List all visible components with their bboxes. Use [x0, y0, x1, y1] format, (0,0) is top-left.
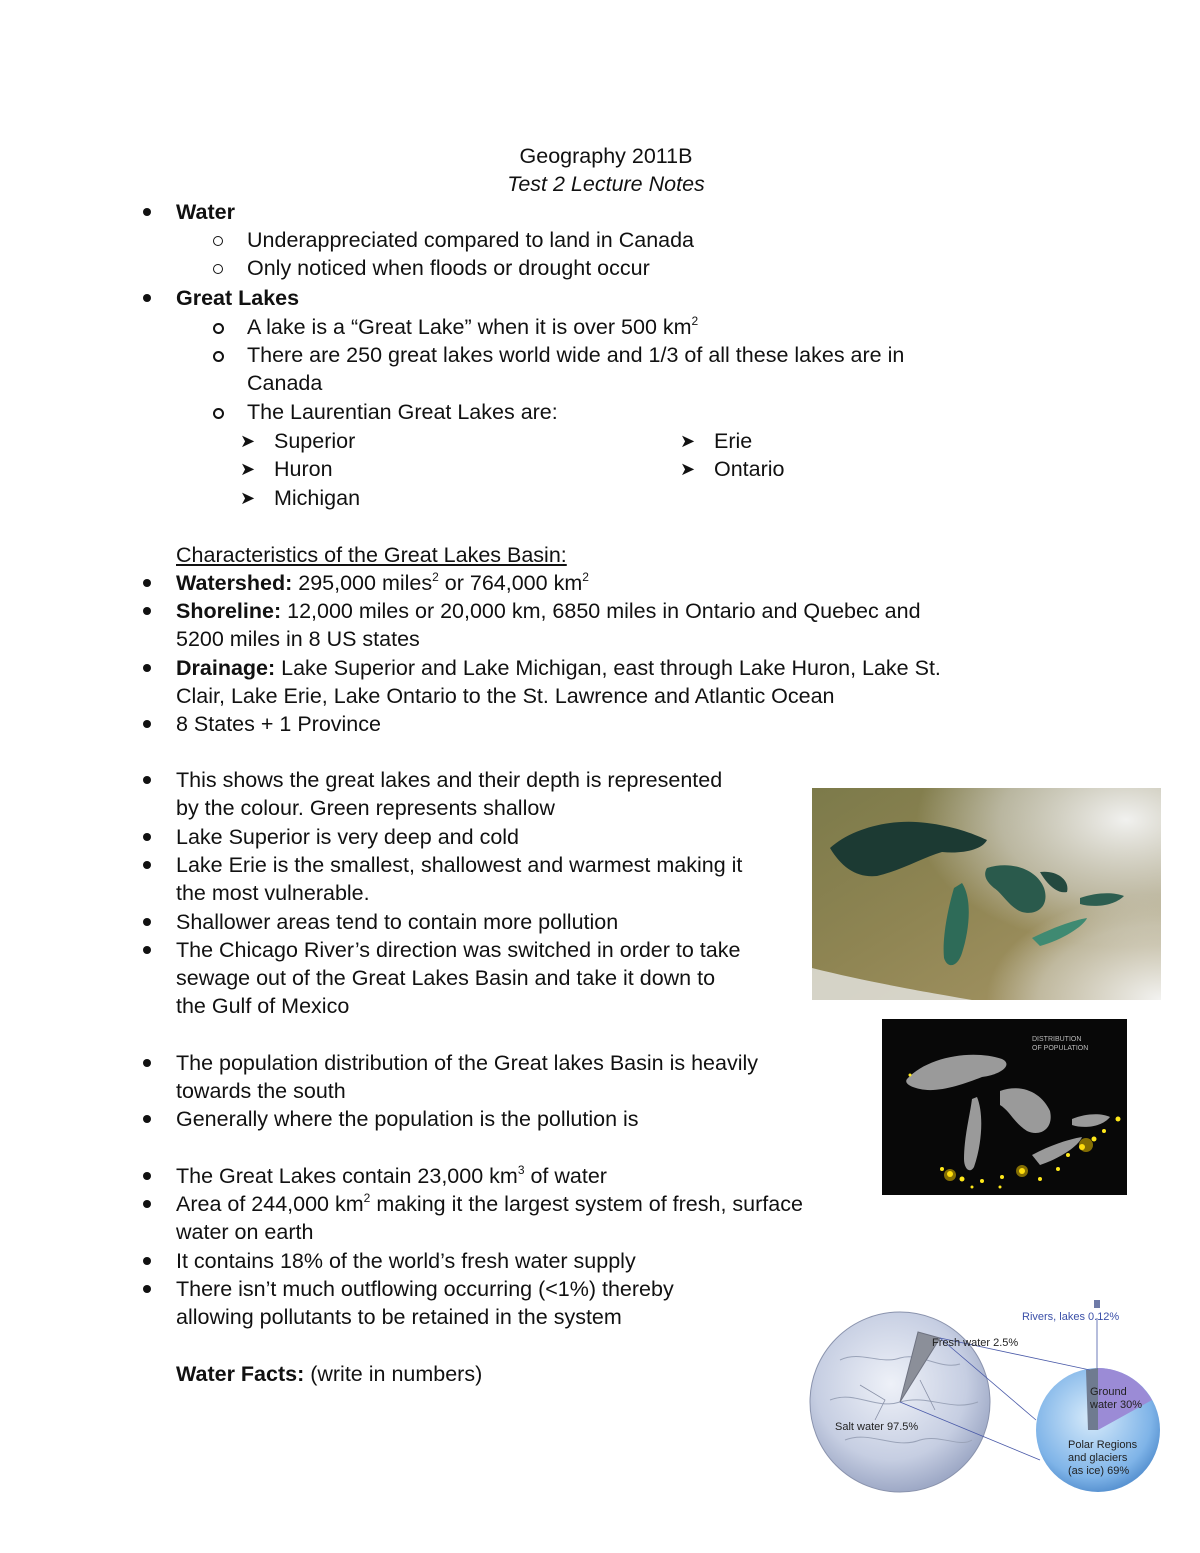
- polar-label-1: Polar Regions: [1068, 1439, 1138, 1451]
- states-provinces: 8 States + 1 Province: [176, 712, 381, 736]
- bullet-icon: [143, 1059, 151, 1067]
- shoreline-line-1: Shoreline: 12,000 miles or 20,000 km, 6850 miles in Ontario and Quebec and: [176, 599, 921, 623]
- bullet-icon: [143, 579, 151, 587]
- depth-line-4: Lake Erie is the smallest, shallowest and warmest making it: [176, 853, 743, 877]
- lake-superior: Superior: [274, 429, 356, 453]
- fresh-water-label: Fresh water 2.5%: [932, 1337, 1019, 1349]
- watershed-line: Watershed: 295,000 miles$^2$ or 764,000 $km^2$: [176, 569, 589, 595]
- volume-line-6: allowing pollutants to be retained in the system: [176, 1305, 622, 1329]
- water-facts: Water Facts: (write in numbers): [176, 1362, 483, 1386]
- polar-label-3: (as ice) 69%: [1068, 1465, 1130, 1477]
- sub-bullet-icon: [213, 236, 223, 246]
- lake-erie: Erie: [714, 429, 753, 453]
- volume-line-4: It contains 18% of the world’s fresh water supply: [176, 1249, 636, 1273]
- arrow-bullet-icon: ➤: [680, 459, 696, 479]
- document-title: Geography 2011B: [519, 144, 693, 168]
- lake-michigan: Michigan: [274, 486, 361, 510]
- sub-bullet-icon: [213, 351, 224, 362]
- volume-line-5: There isn’t much outflowing occurring (<1%) thereby: [176, 1277, 674, 1301]
- ground-water-label-2: water 30%: [1090, 1399, 1142, 1411]
- map-title-line-1: DISTRIBUTION: [1032, 1036, 1082, 1043]
- depth-line-8: sewage out of the Great Lakes Basin and take it down to: [176, 966, 716, 990]
- lake-ontario: Ontario: [714, 457, 785, 481]
- depth-line-7: The Chicago River’s direction was switched in order to take: [176, 938, 741, 962]
- sub-bullet-icon: [213, 408, 224, 419]
- bullet-icon: [143, 833, 151, 841]
- bullet-icon: [143, 1285, 151, 1293]
- volume-line-2: Area of 244,000 $km^2$ making it the largest system of fresh, surface: [176, 1190, 803, 1216]
- bullet-icon: [143, 208, 151, 216]
- population-line-2: towards the south: [176, 1079, 346, 1103]
- sub-bullet-icon: [213, 323, 224, 334]
- great-lakes-heading: Great Lakes: [176, 286, 300, 310]
- salt-water-label: Salt water 97.5%: [835, 1421, 919, 1433]
- drainage-line-2: Clair, Lake Erie, Lake Ontario to the St. Lawrence and Atlantic Ocean: [176, 684, 835, 708]
- shoreline-line-2: 5200 miles in 8 US states: [176, 627, 420, 651]
- laurentian-lakes-intro: The Laurentian Great Lakes are:: [247, 400, 558, 424]
- lake-huron: Huron: [274, 457, 333, 481]
- population-line-3: Generally where the population is the pollution is: [176, 1107, 639, 1131]
- polar-label-2: and glaciers: [1068, 1452, 1128, 1464]
- basin-heading: Characteristics of the Great Lakes Basin:: [176, 543, 567, 567]
- bullet-icon: [143, 861, 151, 869]
- bullet-icon: [143, 664, 151, 672]
- population-line-1: The population distribution of the Great lakes Basin is heavily: [176, 1051, 759, 1075]
- volume-line-1: The Great Lakes contain 23,000 $km^3$ of water: [176, 1162, 607, 1188]
- great-lakes-count-line-2: Canada: [247, 371, 323, 395]
- water-heading: Water: [176, 200, 235, 224]
- bullet-icon: [143, 607, 151, 615]
- drainage-line-1: Drainage: Lake Superior and Lake Michigan, east through Lake Huron, Lake St.: [176, 656, 941, 680]
- bullet-icon: [143, 1200, 151, 1208]
- water-distribution-diagram: [800, 1290, 1170, 1502]
- arrow-bullet-icon: ➤: [240, 459, 256, 479]
- population-distribution-map: [882, 1019, 1127, 1195]
- ground-water-label-1: Ground: [1090, 1386, 1127, 1398]
- depth-line-3: Lake Superior is very deep and cold: [176, 825, 520, 849]
- depth-line-1: This shows the great lakes and their depth is represented: [176, 768, 723, 792]
- sub-bullet-icon: [213, 264, 223, 274]
- bullet-icon: [143, 720, 151, 728]
- depth-line-2: by the colour. Green represents shallow: [176, 796, 555, 820]
- bullet-icon: [143, 946, 151, 954]
- map-title-line-2: OF POPULATION: [1032, 1045, 1089, 1052]
- arrow-bullet-icon: ➤: [680, 431, 696, 451]
- bullet-icon: [143, 918, 151, 926]
- arrow-bullet-icon: ➤: [240, 431, 256, 451]
- great-lake-definition: A lake is a “Great Lake” when it is over 500 $km^2$: [247, 313, 699, 339]
- depth-line-9: the Gulf of Mexico: [176, 994, 350, 1018]
- depth-line-6: Shallower areas tend to contain more pollution: [176, 910, 619, 934]
- water-item-1: Underappreciated compared to land in Canada: [247, 228, 695, 252]
- bullet-icon: [143, 1115, 151, 1123]
- rivers-lakes-label: Rivers, lakes 0.12%: [1022, 1311, 1120, 1323]
- water-item-2: Only noticed when floods or drought occur: [247, 256, 650, 280]
- great-lakes-count-line-1: There are 250 great lakes world wide and 1/3 of all these lakes are in: [247, 343, 905, 367]
- bullet-icon: [143, 776, 151, 784]
- bullet-icon: [143, 1172, 151, 1180]
- great-lakes-satellite-image: [812, 788, 1161, 1000]
- depth-line-5: the most vulnerable.: [176, 881, 370, 905]
- arrow-bullet-icon: ➤: [240, 488, 256, 508]
- bullet-icon: [143, 294, 151, 302]
- bullet-icon: [143, 1257, 151, 1265]
- document-subtitle: Test 2 Lecture Notes: [507, 172, 705, 196]
- volume-line-3: water on earth: [176, 1220, 314, 1244]
